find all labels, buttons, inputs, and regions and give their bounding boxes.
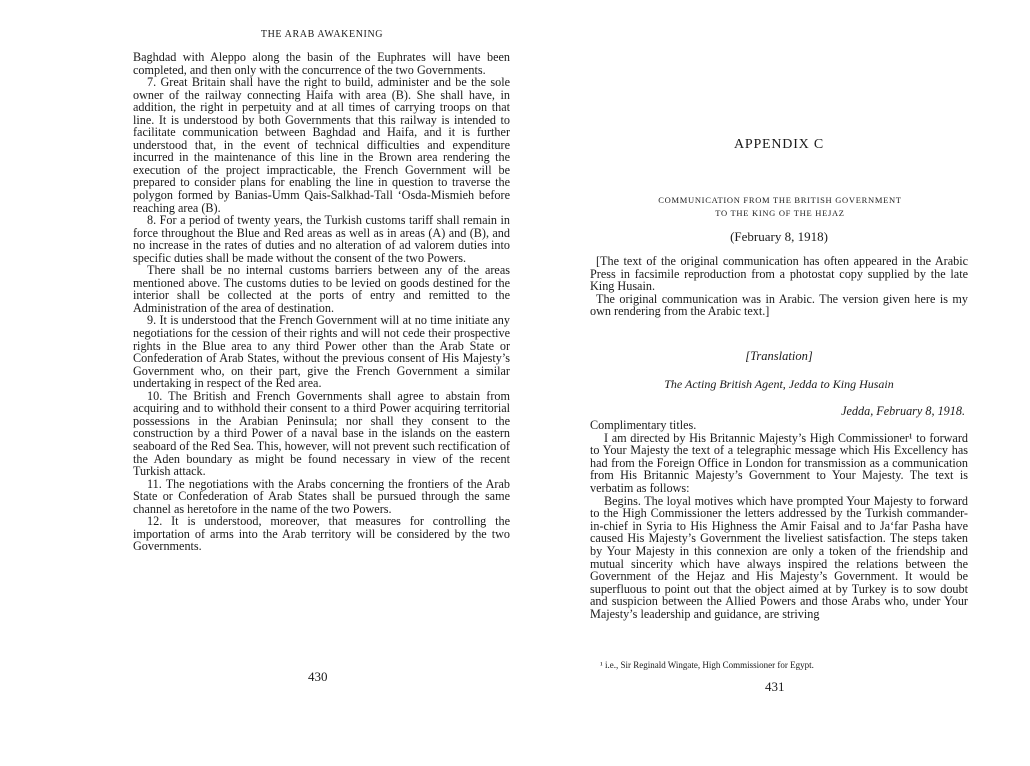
paragraph: 12. It is understood, moreover, that measures for controlling the importation of arms into the Arab territory will be considered by the two Governments. (133, 514, 510, 554)
paragraph: There shall be no internal customs barriers between any of the areas mentioned above. The customs duties to be levied on goods destined for the interior shall be collected at the ports of entry and remitted to the Administration of the area of destination. (133, 263, 510, 315)
communication-heading (610, 194, 950, 220)
left-page-body (133, 51, 510, 553)
editorial-note (590, 255, 968, 318)
footnote: ¹ i.e., Sir Reginald Wingate, High Commissioner for Egypt. (600, 660, 814, 670)
page-number-right: 431 (765, 679, 785, 694)
letter-heading: The Acting British Agent, Jedda to King Husain (664, 377, 894, 391)
heading-line-2: TO THE KING OF THE HEJAZ (715, 208, 845, 218)
salutation: Complimentary titles. (590, 418, 697, 432)
paragraph: 8. For a period of twenty years, the Turkish customs tariff shall remain in force throughout the Blue and Red areas as well as in areas (A) and (B), and no increase in the rates of duties and no alteration of ad valorem duties into specific duties shall be made without the consent of the two Powers. (133, 213, 510, 265)
paragraph: Baghdad with Aleppo along the basin of the Euphrates will have been completed, and then only with the concurrence of the two Governments. (133, 50, 510, 77)
appendix-title: APPENDIX C (733, 137, 825, 152)
letter-place-date: Jedda, February 8, 1918. (841, 404, 965, 418)
translation-label: [Translation] (745, 349, 813, 363)
paragraph: 10. The British and French Governments shall agree to abstain from acquiring and to withhold their consent to a third Power acquiring territorial possessions in the Arabian Peninsula; nor shall they consent to the construction by a third Power of a naval base in the islands on the eastern seaboard of the Red Sea. This, however, will not prevent such rectification of the Aden boundary as might be found necessary in view of the recent Turkish attack. (133, 388, 510, 479)
page-number-left: 430 (308, 669, 328, 684)
running-head: THE ARAB AWAKENING (260, 29, 384, 40)
communication-date: (February 8, 1918) (730, 229, 828, 244)
paragraph: The original communication was in Arabic. The version given here is my own rendering from the Arabic text.] (590, 291, 968, 319)
paragraph: Begins. The loyal motives which have prompted Your Majesty to forward to the High Commissioner the letters addressed by the Turkish commander-in-chief in Syria to His Highness the Amir Faisal and to Ja‘far Pasha have caused His Majesty’s Government the liveliest satisfaction. The steps taken by Your Majesty in this connexion are only a token of the friendship and mutual sincerity which have always inspired the relations between the Government of the Hejaz and His Majesty’s Government. It would be superfluous to point out that the object aimed at by Turkey is to sow doubt and suspicion between the Allied Powers and those Arabs who, under Your Majesty’s leadership and guidance, are striving (590, 493, 968, 621)
paragraph: [The text of the original communication has often appeared in the Arabic Press in facsimile reproduction from a photostat copy supplied by the late King Husain. (590, 254, 968, 294)
heading-line-1: COMMUNICATION FROM THE BRITISH GOVERNMENT (658, 195, 902, 205)
paragraph: 7. Great Britain shall have the right to build, administer and be the sole owner of the railway connecting Haifa with area (B). She shall have, in addition, the right in perpetuity and at all times of carrying troops on that line. It is understood by both Governments that this railway is intended to facilitate communication between Baghdad and Haifa, and it is further understood that, in the event of technical difficulties and expenditure incurred in the maintenance of this line in the Brown area rendering the execution of the project impracticable, the French Government will be prepared to consider plans for enabling the line in question to traverse the polygon formed by Banias-Umm Qais-Salkhad-Tall ‘Osda-Mismieh before reaching area (B). (133, 75, 510, 215)
paragraph: 11. The negotiations with the Arabs concerning the frontiers of the Arab State or Confederation of Arab States shall be pursued through the same channel as heretofore in the name of the two Powers. (133, 476, 510, 516)
letter-body (590, 419, 968, 621)
paragraph: I am directed by His Britannic Majesty’s High Commissioner¹ to forward to Your Majesty the text of a telegraphic message which His Excellency has had from the Foreign Office in London for transmission as a communication from His Britannic Majesty’s Government to Your Majesty. The text is verbatim as follows: (590, 430, 968, 495)
paragraph: 9. It is understood that the French Government will at no time initiate any negotiations for the cession of their rights and will not cede their prospective rights in the Blue area to any third Power other than the Arab State or Confederation of Arab States, without the previous consent of His Majesty’s Government who, on their part, give the French Government a similar undertaking in respect of the Red area. (133, 313, 510, 391)
